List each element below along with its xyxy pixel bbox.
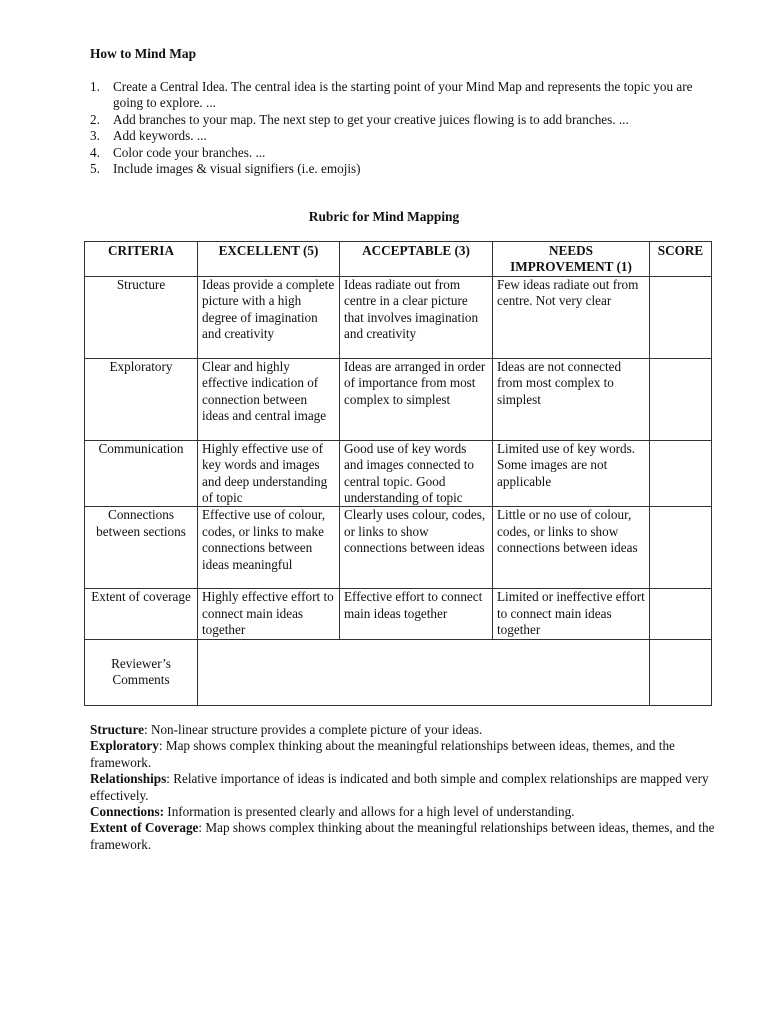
header-criteria: CRITERIA	[85, 242, 198, 277]
step-text: Color code your branches. ...	[113, 144, 266, 160]
definition-separator: :	[158, 738, 166, 754]
definition-item	[90, 771, 715, 804]
excellent-cell: Highly effective use of key words and images and deep understanding of topic	[198, 440, 340, 507]
definition-text: Non-linear structure provides a complete picture of your ideas.	[150, 722, 483, 737]
rubric-header-row	[85, 242, 712, 277]
excellent-cell: Clear and highly effective indication of connection between ideas and central image	[198, 358, 340, 440]
step-item	[90, 112, 710, 128]
rubric-row-comments	[85, 639, 712, 705]
score-cell	[650, 589, 712, 639]
rubric-row-communication	[85, 440, 712, 507]
definition-term: Relationships	[90, 771, 167, 787]
step-number: 5.	[90, 161, 100, 177]
acceptable-cell: Clearly uses colour, codes, or links to show connections between ideas	[340, 507, 493, 589]
definition-term: Connections:	[90, 804, 164, 820]
step-number: 1.	[90, 79, 100, 94]
rubric-row-connections	[85, 507, 712, 589]
definition-text: Information is presented clearly and allows for a high level of understanding.	[167, 804, 575, 820]
definition-text: Relative importance of ideas is indicated and both simple and complex relationships are mapped very effectively.	[90, 771, 709, 803]
score-cell	[650, 276, 712, 358]
definition-item	[90, 722, 715, 738]
step-number: 2.	[90, 111, 100, 127]
rubric-row-exploratory	[85, 358, 712, 440]
step-item	[90, 79, 710, 112]
step-item	[90, 161, 710, 177]
criteria-cell: Exploratory	[85, 358, 198, 440]
definition-separator: :	[166, 771, 174, 787]
needs-improvement-cell: Limited or ineffective effort to connect main ideas together	[493, 589, 650, 639]
definition-separator: :	[198, 820, 206, 836]
definition-term: Extent of Coverage	[90, 820, 199, 836]
acceptable-cell: Ideas are arranged in order of importance from most complex to simplest	[340, 358, 493, 440]
criteria-cell: Connections between sections	[85, 507, 198, 589]
comments-score-cell	[650, 639, 712, 705]
step-number: 3.	[90, 128, 100, 144]
acceptable-cell: Good use of key words and images connected to central topic. Good understanding of topic	[340, 440, 493, 507]
score-cell	[650, 440, 712, 507]
needs-improvement-cell: Ideas are not connected from most complex to simplest	[493, 358, 650, 440]
criteria-cell: Extent of coverage	[85, 589, 198, 639]
reviewers-comments-cell	[198, 639, 650, 705]
definition-text: Map shows complex thinking about the meaningful relationships between ideas, themes, and the framework.	[90, 820, 715, 852]
step-text: Add branches to your map. The next step to get your creative juices flowing is to add branches. ...	[113, 111, 629, 127]
definition-text: Map shows complex thinking about the meaningful relationships between ideas, themes, and the framework.	[90, 738, 675, 770]
criteria-cell: Communication	[85, 440, 198, 507]
steps-list	[90, 79, 710, 177]
criteria-cell: Structure	[85, 276, 198, 358]
step-number: 4.	[90, 144, 100, 160]
document-title: How to Mind Map	[90, 46, 197, 61]
acceptable-cell: Ideas radiate out from centre in a clear picture that involves imagination and creativity	[340, 276, 493, 358]
score-cell	[650, 507, 712, 589]
needs-improvement-cell: Limited use of key words. Some images are not applicable	[493, 440, 650, 507]
definition-term: Structure	[90, 722, 144, 737]
step-text: Add keywords. ...	[113, 128, 207, 144]
definition-item	[90, 820, 715, 853]
rubric-table	[84, 241, 712, 706]
rubric-title: Rubric for Mind Mapping	[308, 209, 460, 224]
needs-improvement-cell: Few ideas radiate out from centre. Not very clear	[493, 276, 650, 358]
excellent-cell: Highly effective effort to connect main ideas together	[198, 589, 340, 639]
excellent-cell: Effective use of colour, codes, or links to make connections between ideas meaningful	[198, 507, 340, 589]
acceptable-cell: Effective effort to connect main ideas together	[340, 589, 493, 639]
step-item	[90, 145, 710, 161]
step-text: Include images & visual signifiers (i.e. emojis)	[113, 161, 361, 177]
header-excellent: EXCELLENT (5)	[198, 242, 340, 277]
rubric-row-extent-of-coverage	[85, 589, 712, 639]
needs-improvement-cell: Little or no use of colour, codes, or links to show connections between ideas	[493, 507, 650, 589]
definition-item	[90, 804, 715, 820]
score-cell	[650, 358, 712, 440]
excellent-cell: Ideas provide a complete picture with a high degree of imagination and creativity	[198, 276, 340, 358]
definitions-section	[90, 722, 715, 853]
definition-separator: :	[143, 722, 151, 737]
reviewers-comments-label: Reviewer’s Comments	[85, 639, 198, 705]
rubric-row-structure	[85, 276, 712, 358]
header-needs-improvement: NEEDS IMPROVEMENT (1)	[493, 242, 650, 277]
step-text: Create a Central Idea. The central idea is the starting point of your Mind Map and represents the topic you are going to explore. ...	[113, 79, 693, 111]
step-item	[90, 128, 710, 144]
definition-term: Exploratory	[90, 738, 159, 754]
definition-item	[90, 738, 715, 771]
header-acceptable: ACCEPTABLE (3)	[340, 242, 493, 277]
header-score: SCORE	[650, 242, 712, 277]
